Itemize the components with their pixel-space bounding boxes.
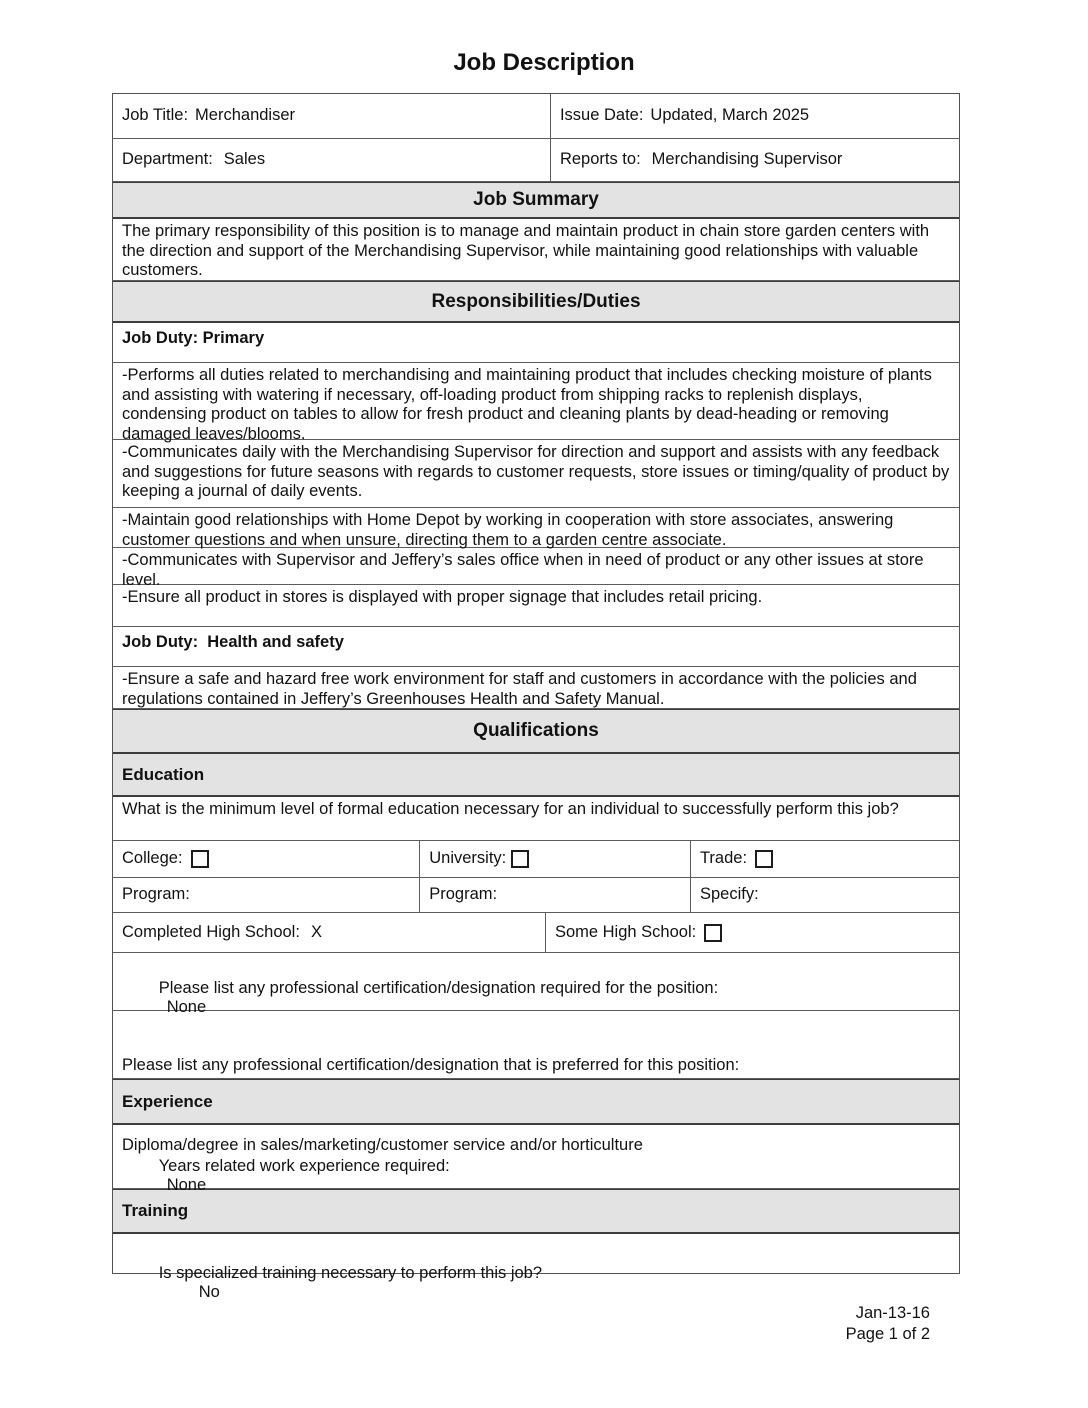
duty-item-text: -Communicates daily with the Merchandising Supervisor for direction and support and assists with any feedback and suggestions for future seasons with regards to customer requests, store issues or timing/quality of product by keeping a journal of daily events. (122, 443, 954, 500)
college-label: College: (122, 849, 183, 868)
duty-item-row (113, 363, 959, 443)
cert-required-cell (113, 953, 959, 1016)
duty-item-text: -Ensure a safe and hazard free work environment for staff and customers in accordance with the policies and regulations contained in Jeffery’s Greenhouses Health and Safety Manual. (122, 670, 922, 708)
education-heading: Education (122, 764, 205, 784)
experience-question-row (113, 1124, 959, 1194)
education-level-row (113, 841, 959, 878)
footer-revision-date: Jan-13-16 (855, 1304, 930, 1322)
issue-date-value: Updated, March 2025 (650, 106, 810, 125)
issue-date-label: Issue Date: (559, 106, 644, 125)
department-value: Sales (223, 150, 266, 169)
trade-checkbox[interactable] (755, 850, 773, 868)
college-cell (113, 841, 419, 877)
footer-page-number: Page 1 of 2 (845, 1325, 930, 1343)
some-high-school-cell (545, 913, 959, 952)
document-title: Job Description (453, 49, 635, 76)
college-program-cell (113, 878, 419, 912)
duty-item-row (113, 548, 959, 589)
training-question-row (113, 1233, 959, 1301)
training-heading: Training (122, 1201, 189, 1221)
completed-high-school-cell (113, 913, 545, 952)
job-description-table (112, 93, 960, 1301)
job-title-value: Merchandiser (195, 106, 296, 125)
cert-required-row (113, 953, 959, 1016)
trade-specify-label: Specify: (699, 885, 759, 904)
department-cell (113, 139, 550, 181)
duty-item-text: -Ensure all product in stores is displayed with proper signage that includes retail pricing. (122, 588, 763, 606)
cert-preferred-question: Please list any professional certification/designation that is preferred for this position: (122, 1056, 740, 1074)
qualifications-heading: Qualifications (473, 720, 599, 742)
cert-required-question: Please list any professional certification/designation required for the position: (158, 978, 719, 997)
completed-high-school-value: X (310, 922, 322, 941)
trade-label: Trade: (699, 849, 748, 868)
responsibilities-heading: Responsibilities/Duties (431, 290, 641, 312)
section-header-job-summary (113, 182, 959, 218)
education-question-text: What is the minimum level of formal education necessary for an individual to successfully perform this job? (122, 800, 899, 818)
training-question: Is specialized training necessary to perform this job? (158, 1263, 543, 1282)
experience-heading: Experience (122, 1091, 213, 1111)
duty-item-text: -Maintain good relationships with Home Depot by working in cooperation with store associates, answering customer questions and when unsure, directing them to a garden centre associate. (122, 511, 898, 549)
university-cell (419, 841, 690, 877)
some-high-school-label: Some High School: (554, 922, 697, 941)
job-summary-text: The primary responsibility of this position is to manage and maintain product in chain store garden centers with the direction and support of the Merchandising Supervisor, while maintaining good relationships with valuable customers. (122, 222, 934, 279)
department-label: Department: (122, 150, 213, 169)
university-program-cell (419, 878, 690, 912)
completed-high-school-label: Completed High School: (122, 922, 300, 941)
reports-to-cell (550, 139, 959, 181)
education-program-row (113, 878, 959, 913)
some-high-school-checkbox[interactable] (704, 924, 722, 942)
university-label: University: (429, 849, 507, 868)
training-question-cell (113, 1234, 959, 1301)
job-title-label: Job Title: (122, 106, 189, 125)
table-row (113, 139, 959, 182)
cert-required-answer: None (166, 998, 207, 1016)
university-checkbox[interactable] (511, 850, 529, 868)
college-program-label: Program: (122, 885, 190, 904)
job-duty-primary-label: Job Duty: Primary (122, 329, 265, 347)
university-program-label: Program: (429, 885, 498, 904)
section-header-qualifications (113, 709, 959, 753)
job-title-cell (113, 94, 550, 138)
job-duty-health-safety-label: Job Duty: Health and safety (122, 633, 344, 651)
duty-item-text: -Communicates with Supervisor and Jeffery’s sales office when in need of product or any other issues at store level. (122, 551, 929, 589)
experience-question-cell (113, 1125, 959, 1194)
job-duty-health-safety-row (113, 627, 959, 667)
section-header-education (113, 753, 959, 796)
cert-preferred-answer: Diploma/degree in sales/marketing/customer service and/or horticulture (122, 1135, 643, 1154)
section-header-training (113, 1189, 959, 1233)
high-school-row (113, 913, 959, 953)
job-summary-heading: Job Summary (473, 189, 599, 211)
reports-to-label: Reports to: (559, 150, 641, 169)
section-header-responsibilities (113, 281, 959, 322)
duty-item-row (113, 585, 959, 627)
experience-question: Years related work experience required: (158, 1156, 450, 1175)
trade-cell (690, 841, 959, 877)
college-checkbox[interactable] (191, 850, 209, 868)
trade-specify-cell (690, 878, 959, 912)
job-summary-body-row (113, 218, 959, 281)
reports-to-value: Merchandising Supervisor (651, 150, 843, 169)
training-answer: No (198, 1283, 220, 1301)
section-header-experience (113, 1079, 959, 1124)
table-row (113, 94, 959, 139)
experience-answer: None (166, 1176, 207, 1194)
duty-item-row (113, 508, 959, 548)
page-footer (846, 1303, 930, 1345)
duty-item-text: -Performs all duties related to merchandising and maintaining product that includes checking moisture of plants and assisting with watering if necessary, off-loading product from shipping racks to replenish displays, condensing product on tables to allow for fresh product and cleaning plants by dead-heading or removing damaged leaves/blooms. (122, 366, 937, 443)
duty-item-row (113, 440, 959, 508)
issue-date-cell (550, 94, 959, 138)
job-duty-primary-row (113, 322, 959, 363)
education-question-row (113, 796, 959, 841)
duty-item-row (113, 667, 959, 709)
